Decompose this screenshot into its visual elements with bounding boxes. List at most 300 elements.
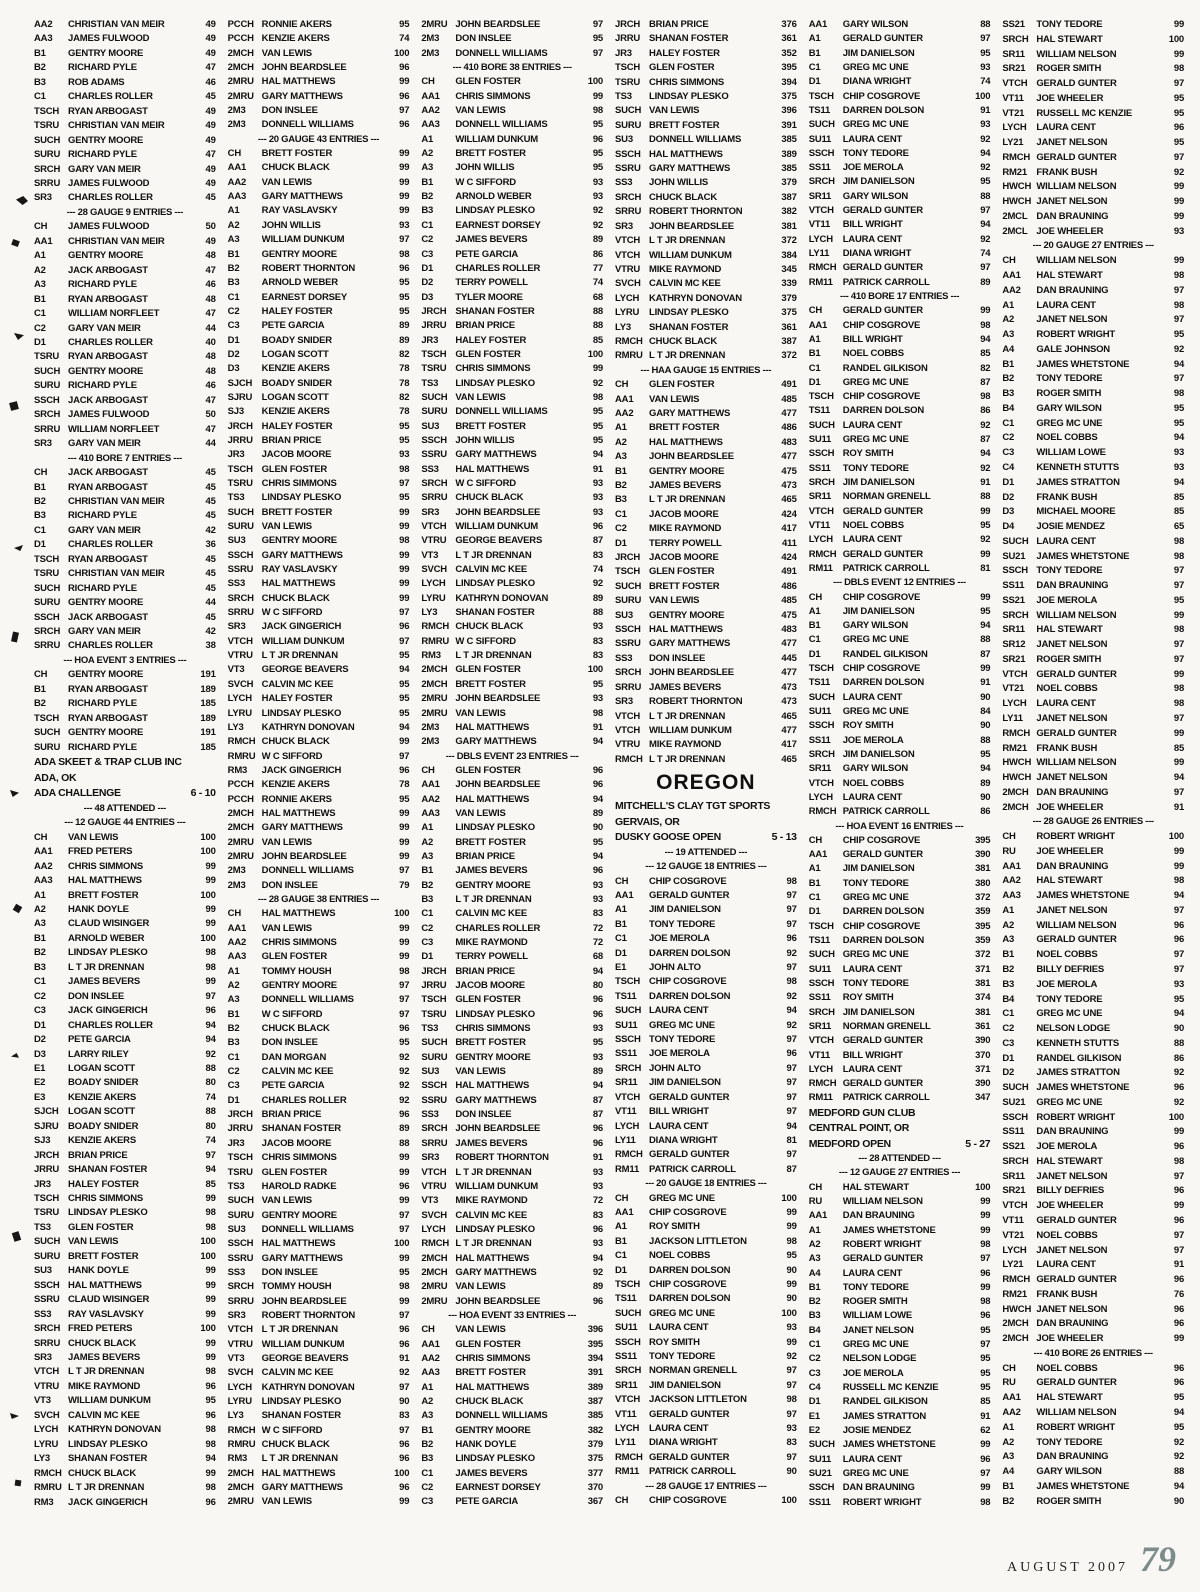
score: 99 [399,191,410,203]
result-row [421,206,603,216]
score: 49 [205,47,216,59]
class-code: SVCH [227,1367,254,1379]
shooter-name: ARNOLD WEBER [455,192,532,203]
result-row [615,323,797,333]
class-code: SVCH [421,1209,447,1221]
score: 477 [781,667,797,679]
score: 97 [786,1451,797,1463]
score: 92 [1173,343,1185,355]
shooter-name: NOEL COBBS [649,1251,711,1262]
class-code: RMCH [615,1451,643,1463]
shooter-name: TONY TEDORE [842,978,909,989]
score: 85 [1173,491,1185,503]
class-code: SS3 [615,652,633,664]
class-code: LYRU [615,307,640,319]
class-code: B3 [615,494,627,506]
result-row [1002,35,1184,45]
score: 95 [399,492,410,504]
class-code: SJ3 [227,406,244,418]
score: 93 [786,1322,797,1334]
shooter-name: GENTRY MOORE [68,251,144,262]
shooter-name: JOE MEROLA [1036,979,1098,990]
result-row [228,1182,410,1192]
score: 93 [592,693,604,705]
result-row [228,1110,410,1120]
shooter-name: GLEN FOSTER [455,77,521,88]
result-row [615,1194,797,1204]
result-row [421,364,603,374]
result-row [228,1469,410,1479]
result-row [615,1381,797,1391]
shooter-name: JOHN BEARDSLEE [455,1124,541,1135]
score: 367 [587,1496,604,1508]
score: 92 [786,947,797,959]
shooter-name: GERALD GUNTER [649,891,730,901]
class-code: D1 [227,1094,240,1106]
score: 94 [399,721,410,733]
class-code: D1 [808,906,821,918]
club-line: MEDFORD GUN CLUB [808,1106,916,1119]
result-row [34,1194,216,1204]
result-row [1002,1393,1184,1403]
shooter-name: W C SIFFORD [455,479,516,489]
class-code: CH [227,148,241,160]
score: 96 [1173,1274,1185,1286]
shooter-name: CHIP COSGROVE [842,921,921,932]
result-row [1002,1009,1184,1019]
score: 97 [1173,1229,1185,1241]
shooter-name: TONY TEDORE [649,1035,716,1046]
class-code: RM3 [34,1496,54,1508]
result-row [421,422,603,432]
result-row [1002,1482,1184,1492]
result-row [615,877,797,887]
class-code: 2MRU [421,19,448,30]
shooter-name: W C SIFFORD [455,636,516,647]
shooter-name: L T JR DRENNAN [68,962,145,973]
score: 99 [205,1467,216,1479]
result-row [34,526,216,536]
score: 93 [592,1238,604,1250]
score: 97 [786,1091,797,1103]
section-header: --- 12 GAUGE 18 ENTRIES --- [645,861,767,873]
score: 491 [781,566,797,578]
result-row [809,235,991,245]
score: 95 [1173,417,1185,429]
result-row [228,192,410,202]
class-code: 2M3 [421,33,440,45]
score: 98 [980,1238,991,1250]
shooter-name: BRETT FOSTER [455,1038,526,1049]
score: 91 [980,104,991,116]
shooter-name: NOEL COBBS [1036,1230,1098,1241]
result-row [615,920,797,930]
class-code: 2MCH [421,1266,448,1278]
class-code: B3 [1002,978,1015,990]
shooter-name: ROBERT THORNTON [261,1310,356,1321]
class-code: VT11 [1002,1215,1024,1227]
score: 93 [592,1051,604,1063]
shooter-name: JOE MEROLA [842,735,904,746]
result-row [421,479,603,489]
class-code: VT3 [34,1395,51,1407]
result-row [809,1455,991,1465]
result-row [1002,1290,1184,1300]
shooter-name: DAN BRAUNING [1036,581,1109,592]
result-row [1002,1186,1184,1196]
score: 379 [781,292,797,304]
class-code: SR11 [808,491,832,503]
shooter-name: JOHN BEARDSLEE [649,452,734,463]
class-code: SSCH [1002,1111,1028,1123]
shooter-name: GERALD GUNTER [1036,152,1117,163]
class-code: A4 [1002,1466,1015,1478]
shooter-name: JAMES BEVERS [649,682,722,693]
class-code: AA1 [1002,1392,1021,1404]
score: 381 [975,863,991,875]
shooter-name: GLEN FOSTER [455,349,521,360]
shooter-name: BOADY SNIDER [68,1078,139,1089]
result-row [615,1424,797,1434]
class-code: SU11 [808,434,832,446]
shooter-name: LAURA CENT [842,692,903,703]
class-code: B1 [1002,358,1015,370]
score: 91 [592,463,604,475]
class-code: SUCH [808,419,835,431]
class-code: RU [1002,845,1016,857]
class-code: D1 [1002,1052,1015,1064]
result-row [809,1240,991,1250]
shooter-name: NOEL COBBS [1036,1363,1098,1374]
shooter-name: DAN BRAUNING [1036,787,1109,798]
score: 95 [592,406,604,418]
shooter-name: CALVIN MC KEE [455,565,527,576]
shooter-name: SHANAN FOSTER [649,34,729,45]
result-row [809,607,991,617]
shooter-name: CHUCK BLACK [649,336,718,347]
class-code: CH [615,1192,629,1204]
score: 94 [980,333,991,345]
class-code: TSRU [421,1008,447,1020]
class-code: SR11 [808,763,832,775]
result-row [421,866,603,876]
score: 387 [781,335,797,347]
class-code: SSRU [227,1252,254,1264]
result-row [421,321,603,331]
shooter-name: WILLIAM DUNKUM [455,1181,539,1192]
score: 94 [592,449,604,461]
result-row [421,823,603,833]
class-code: SS11 [808,162,831,174]
score: 94 [1173,890,1185,902]
shooter-name: GREG MC UNE [842,635,909,646]
result-row [421,1067,603,1077]
shooter-name: ROGER SMITH [1036,64,1102,75]
class-code: 2MCH [227,822,254,834]
result-row [228,1254,410,1264]
score: 94 [1173,1480,1185,1492]
result-row [421,1211,603,1221]
result-row [228,1096,410,1106]
class-code: SRCH [1002,1155,1029,1167]
result-row [228,1053,410,1063]
class-code: C1 [1002,417,1015,429]
shooter-name: TONY TEDORE [649,1352,716,1362]
shooter-name: CLAUD WISINGER [68,919,150,930]
score: 98 [592,707,604,719]
class-code: JR3 [34,1178,51,1190]
shooter-name: LINDSAY PLESKO [455,1009,535,1020]
class-code: SSRU [421,1094,447,1106]
result-row [228,536,410,546]
shooter-name: ROBERT WRIGHT [1036,1422,1116,1433]
class-code: B1 [615,918,627,930]
shooter-name: BRETT FOSTER [455,421,526,432]
shooter-name: VAN LEWIS [649,394,700,405]
result-row [34,1208,216,1218]
class-code: RMRU [227,750,256,762]
shooter-name: JAMES STRATTON [1036,477,1120,488]
class-code: VTRU [227,1338,253,1350]
shooter-name: GERALD GUNTER [842,306,923,317]
shooter-name: GERALD GUNTER [1036,1216,1117,1227]
class-code: SUCH [615,1005,642,1017]
class-code: SSCH [808,977,835,989]
result-row [1002,1319,1184,1329]
score: 99 [205,918,216,930]
shooter-name: DONNELL WILLIAMS [649,135,742,146]
result-row [421,149,603,159]
shooter-name: HAL MATTHEWS [68,876,142,887]
result-row [228,1297,410,1307]
shooter-name: JAMES WHETSTONE [842,1225,936,1236]
result-row [1002,419,1184,429]
result-row [228,235,410,245]
result-row [809,449,991,459]
class-code: CH [808,1181,823,1193]
result-row [615,553,797,563]
class-code: PCCH [227,33,254,45]
result-row [809,721,991,731]
score: 47 [205,62,216,74]
class-code: VTRU [34,1380,60,1392]
shooter-name: RICHARD PYLE [68,150,137,161]
class-code: SU3 [227,1223,246,1235]
class-code: SS11 [1002,580,1025,592]
score: 49 [205,120,216,132]
result-row [228,1340,410,1350]
class-code: SVCH [421,564,447,576]
result-row [421,1110,603,1120]
class-code: SUCH [34,134,61,146]
class-code: VTCH [808,205,834,217]
score: 387 [587,1396,604,1407]
shooter-name: DAN BRAUNING [1036,1319,1109,1330]
class-code: SSCH [227,549,254,561]
result-row [228,852,410,862]
score: 99 [399,1295,410,1307]
score: 96 [980,1453,991,1465]
score: 98 [1173,683,1185,695]
result-row [1002,123,1184,133]
result-row [1002,1260,1184,1270]
class-code: SRRU [34,1337,61,1349]
score: 85 [1173,506,1185,518]
class-code: 2MCH [421,1252,448,1264]
class-code: SSCH [615,1034,641,1046]
class-code: SU3 [421,1066,440,1078]
result-row [228,1211,410,1221]
shooter-name: GERALD GUNTER [649,1409,730,1420]
shooter-name: JOE WHEELER [1036,846,1104,857]
score: 45 [205,467,216,479]
result-row [34,862,216,872]
score: 372 [781,235,797,247]
class-code: RMRU [615,350,643,362]
result-row [421,34,603,44]
result-row [228,336,410,346]
shooter-name: W C SIFFORD [261,1425,323,1436]
class-code: SSRU [615,638,641,650]
result-row [228,594,410,604]
shooter-name: JOE WHEELER [1036,802,1104,813]
shooter-name: RAY VASLAVSKY [261,565,338,576]
result-row [228,1038,410,1048]
result-row [228,422,410,432]
class-code: AA3 [227,191,247,203]
class-code: TS3 [615,91,632,103]
class-code: 2M3 [421,721,440,733]
score: 370 [975,1049,991,1061]
score: 45 [205,510,216,522]
score: 88 [980,190,991,202]
shooter-name: DARREN DOLSON [842,406,925,417]
score: 97 [1173,284,1185,296]
class-code: C2 [227,1066,240,1078]
shooter-name: CALVIN MC KEE [455,909,527,920]
result-row [34,396,216,406]
result-row [34,1180,216,1190]
score: 47 [205,264,216,276]
shooter-name: VAN LEWIS [261,837,312,848]
shooter-name: HAL STEWART [1036,876,1103,887]
shooter-name: SHANAN FOSTER [68,1165,148,1176]
shooter-name: CHRIS SIMMONS [455,364,531,375]
score: 385 [781,134,797,146]
result-row [1002,64,1184,74]
score: 47 [205,149,216,161]
class-code: AA2 [227,937,247,948]
result-row [1002,50,1184,60]
class-code: SRCH [808,477,835,488]
score: 95 [980,519,991,531]
shoot-date: 5 - 13 [771,831,797,844]
shooter-name: BRETT FOSTER [261,149,333,160]
score: 96 [786,933,797,945]
score: 96 [399,1180,410,1192]
score: 90 [786,1264,797,1276]
result-row [34,136,216,146]
result-row [1002,94,1184,104]
shooter-name: GENTRY MOORE [68,728,144,739]
shooter-name: L T JR DRENNAN [261,1454,338,1465]
score: 92 [980,419,991,431]
score: 100 [587,76,604,88]
class-code: AA1 [421,1338,440,1350]
class-code: B2 [227,1023,240,1035]
score: 99 [1173,609,1185,621]
result-row [615,668,797,678]
score: 72 [592,1195,604,1207]
score: 475 [781,465,797,477]
shooter-name: PETE GARCIA [261,1081,325,1092]
result-row [615,92,797,102]
class-code: E1 [808,1410,820,1422]
shooter-name: WILLIAM DUNKUM [261,636,345,647]
shooter-name: GERALD GUNTER [842,506,923,517]
result-row [1002,227,1184,237]
score: 84 [980,706,991,717]
result-row [34,1281,216,1291]
result-row [809,321,991,331]
result-row [809,249,991,259]
shooter-name: CHRIS SIMMONS [455,1024,531,1035]
result-row [228,1483,410,1493]
shooter-name: GENTRY MOORE [68,598,144,609]
shooter-name: SHANAN FOSTER [455,306,535,317]
shooter-name: MIKE RAYMOND [649,740,722,751]
shooter-name: DON INSLEE [261,106,318,117]
score: 94 [1173,476,1185,488]
result-row [809,650,991,660]
shooter-name: JOE MEROLA [1036,1142,1098,1153]
score: 98 [205,1438,216,1450]
class-code: AA1 [808,1210,828,1222]
class-code: TSCH [34,105,60,117]
result-row [1002,537,1184,547]
result-row [34,222,216,232]
score: 90 [980,720,991,732]
class-code: D2 [227,348,240,360]
class-code: 2MRU [227,76,254,88]
class-code: SUCH [1002,535,1029,547]
score: 82 [399,348,410,360]
shooter-name: DARREN DOLSON [842,678,925,689]
class-code: JRRU [615,33,641,45]
shooter-name: KATHRYN DONOVAN [649,293,742,304]
score: 95 [786,1250,797,1262]
shooter-name: VAN LEWIS [455,106,506,117]
shooter-name: GERALD GUNTER [842,549,923,560]
score: 96 [980,1310,991,1322]
score: 99 [399,951,410,963]
result-row [228,92,410,102]
shooter-name: LINDSAY PLESKO [455,378,535,389]
score: 95 [399,434,410,446]
score: 92 [592,377,604,389]
results-column [809,20,991,1508]
score: 97 [399,1209,410,1221]
result-row [809,521,991,531]
result-row [1002,79,1184,89]
shooter-name: WILLIAM DUNKUM [261,235,345,246]
class-code: JR3 [615,47,632,59]
shooter-name: SHANAN FOSTER [68,1454,148,1465]
score: 97 [399,1223,410,1235]
class-code: TSRU [421,363,447,375]
class-code: SR21 [1002,653,1026,665]
score: 62 [980,1424,991,1436]
